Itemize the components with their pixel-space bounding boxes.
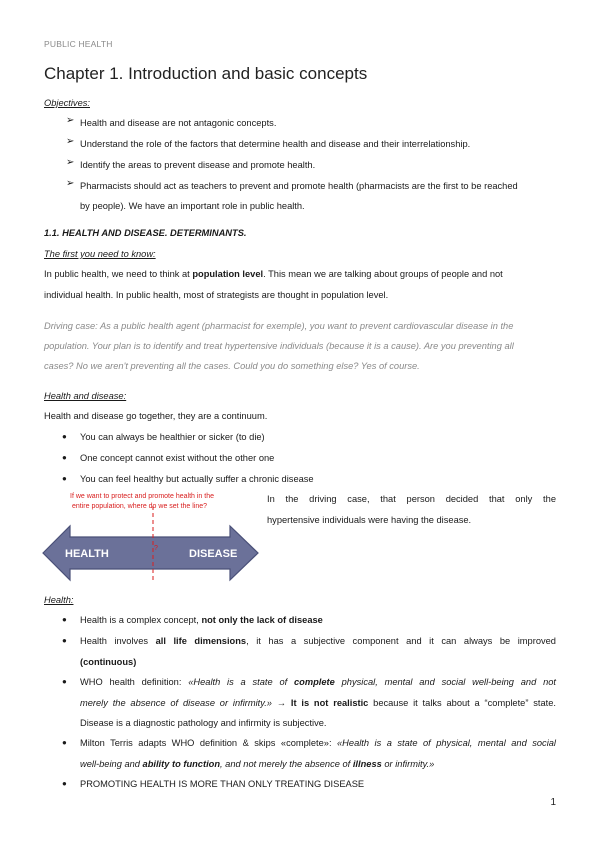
figure-question-mark: ? bbox=[154, 545, 158, 552]
driving-case-note-line1: In the driving case, that person decided that only the bbox=[267, 494, 556, 504]
driving-case-note-line2: hypertensive individuals were having the disease. bbox=[267, 515, 472, 525]
bullet-icon: ● bbox=[62, 738, 67, 747]
bullet-icon: ● bbox=[62, 432, 67, 441]
objective-item: Identify the areas to prevent disease and promote health. bbox=[80, 160, 316, 170]
bullet-icon: ● bbox=[62, 615, 67, 624]
bullet-icon: ● bbox=[62, 677, 67, 686]
arrow-bullet-icon: ➢ bbox=[66, 115, 75, 126]
section-heading: 1.1. HEALTH AND DISEASE. DETERMINANTS. bbox=[44, 228, 247, 238]
health-heading: Health: bbox=[44, 595, 74, 605]
continuum-figure bbox=[40, 488, 265, 583]
health-label: HEALTH bbox=[65, 548, 109, 560]
arrow-bullet-icon: ➢ bbox=[66, 157, 75, 168]
driving-case-line3: cases? No we aren't preventing all the cases. Could you do something else? Yes of course. bbox=[44, 361, 420, 371]
arrow-bullet-icon: ➢ bbox=[66, 178, 75, 189]
figure-question-line1: If we want to protect and promote health in the bbox=[70, 493, 214, 500]
objective-item: Understand the role of the factors that determine health and disease and their interrelationship. bbox=[80, 139, 471, 149]
health-bullet: Milton Terris adapts WHO definition & skips «complete»: «Health is a state of physical, mental and social bbox=[80, 738, 556, 748]
population-paragraph-line2: individual health. In public health, most of strategists are thought in population level. bbox=[44, 290, 389, 300]
objective-item-continued: by people). We have an important role in public health. bbox=[80, 201, 305, 211]
health-bullet-continued: (continuous) bbox=[80, 657, 137, 667]
disease-label: DISEASE bbox=[189, 548, 238, 560]
objective-item: Pharmacists should act as teachers to prevent and promote health (pharmacists are the first to be reached bbox=[80, 181, 518, 191]
health-bullet-continued: merely the absence of disease or infirmity.» → It is not realistic because it talks about a “complete” state. bbox=[80, 698, 556, 708]
bullet-icon: ● bbox=[62, 453, 67, 462]
continuum-bullet: One concept cannot exist without the other one bbox=[80, 453, 275, 463]
arrow-bullet-icon: ➢ bbox=[66, 136, 75, 147]
objectives-heading: Objectives: bbox=[44, 98, 90, 108]
health-bullet: WHO health definition: «Health is a state of complete physical, mental and social well-being and not bbox=[80, 677, 556, 687]
health-bullet: Health involves all life dimensions, it has a subjective component and it can always be improved bbox=[80, 636, 556, 646]
bullet-icon: ● bbox=[62, 636, 67, 645]
first-know-heading: The first you need to know: bbox=[44, 249, 156, 259]
health-bullet-continued: Disease is a diagnostic pathology and infirmity is subjective. bbox=[80, 718, 327, 728]
figure-question-line2: entire population, where do we set the line? bbox=[72, 503, 208, 510]
health-bullet-continued: well-being and ability to function, and not merely the absence of illness or infirmity.» bbox=[80, 759, 435, 769]
continuum-bullet: You can always be healthier or sicker (to die) bbox=[80, 432, 265, 442]
running-header: PUBLIC HEALTH bbox=[44, 39, 113, 49]
health-bullet: PROMOTING HEALTH IS MORE THAN ONLY TREATING DISEASE bbox=[80, 779, 365, 789]
health-disease-intro: Health and disease go together, they are a continuum. bbox=[44, 411, 268, 421]
page-title: Chapter 1. Introduction and basic concepts bbox=[44, 64, 368, 83]
bullet-icon: ● bbox=[62, 779, 67, 788]
driving-case-line2: population. Your plan is to identify and treat hypertensive individuals (because it is a cause). Are you preventing all bbox=[44, 341, 514, 351]
health-disease-heading: Health and disease: bbox=[44, 391, 127, 401]
population-paragraph-line1: In public health, we need to think at population level. This mean we are talking about groups of people and not bbox=[44, 269, 503, 279]
objective-item: Health and disease are not antagonic concepts. bbox=[80, 118, 277, 128]
page-number: 1 bbox=[550, 797, 556, 808]
bullet-icon: ● bbox=[62, 474, 67, 483]
continuum-bullet: You can feel healthy but actually suffer a chronic disease bbox=[80, 474, 314, 484]
health-bullet: Health is a complex concept, not only the lack of disease bbox=[80, 615, 323, 625]
driving-case-line1: Driving case: As a public health agent (pharmacist for exemple), you want to prevent cardiovascular disease in the bbox=[44, 321, 514, 331]
